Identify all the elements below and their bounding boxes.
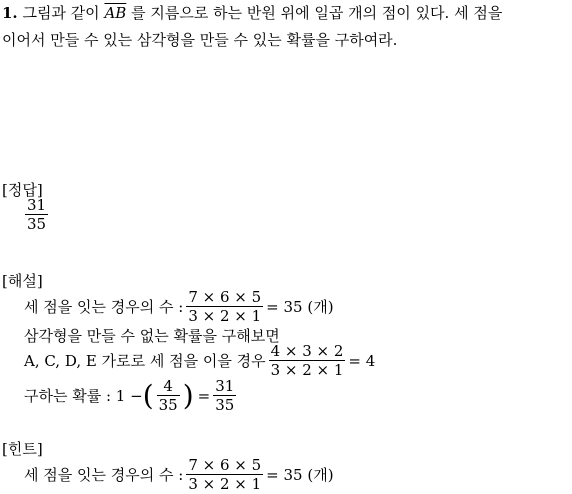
hint-line-1	[24, 457, 334, 492]
explanation-frac-3	[269, 343, 346, 378]
answer-label: [정답]	[2, 181, 43, 199]
explanation-line-3-result: = 4	[348, 351, 376, 370]
explanation-line-1	[24, 289, 334, 324]
explanation-line-1-result: = 35 (개)	[266, 297, 334, 316]
explanation-line-3	[24, 343, 375, 378]
explanation-line-2: 삼각형을 만들 수 없는 확률을 구해보면	[24, 327, 280, 345]
problem-line-1	[2, 4, 502, 22]
explanation-line-3-text: A, C, D, E 가로로 세 점을 이을 경우	[24, 351, 266, 370]
frac-numerator: 7 × 6 × 5	[188, 456, 262, 474]
answer-fraction	[22, 197, 51, 232]
right-paren: )	[182, 378, 194, 412]
hint-line-1-result: = 35 (개)	[266, 465, 334, 484]
explanation-label: [해설]	[2, 272, 43, 290]
explanation-frac-4-inner	[157, 378, 180, 413]
frac-denominator: 35	[158, 396, 178, 414]
frac-numerator: 31	[215, 377, 235, 395]
answer-numerator: 31	[27, 196, 47, 214]
frac-numerator: 7 × 6 × 5	[188, 288, 262, 306]
left-paren: (	[142, 378, 154, 412]
frac-denominator: 3 × 2 × 1	[270, 361, 344, 379]
explanation-line-4	[24, 378, 239, 413]
hint-line-1-text: 세 점을 잇는 경우의 수 :	[24, 465, 184, 484]
hint-label: [힌트]	[2, 440, 43, 458]
frac-denominator: 35	[215, 396, 235, 414]
explanation-line-1-text: 세 점을 잇는 경우의 수 :	[24, 297, 184, 316]
problem-text-post: 를 지름으로 하는 반원 위에 일곱 개의 점이 있다. 세 점을	[131, 4, 503, 22]
frac-denominator: 3 × 2 × 1	[188, 475, 262, 493]
explanation-line-4-eq: =	[197, 386, 211, 405]
problem-text-pre: 그림과 같이	[22, 4, 100, 22]
explanation-frac-4	[213, 378, 236, 413]
frac-denominator: 3 × 2 × 1	[188, 307, 262, 325]
answer-frac	[25, 197, 48, 232]
segment-ab: $\overline{AB}$	[104, 4, 127, 22]
problem-number: 1.	[2, 4, 18, 22]
problem-line-2: 이어서 만들 수 있는 삼각형을 만들 수 있는 확률을 구하여라.	[2, 31, 398, 49]
explanation-frac-1	[186, 289, 263, 324]
frac-numerator: 4 × 3 × 2	[270, 342, 344, 360]
explanation-line-4-text: 구하는 확률 : 1 −	[24, 386, 143, 405]
frac-numerator: 4	[163, 377, 173, 395]
answer-denominator: 35	[27, 215, 47, 233]
hint-frac-1	[186, 457, 263, 492]
